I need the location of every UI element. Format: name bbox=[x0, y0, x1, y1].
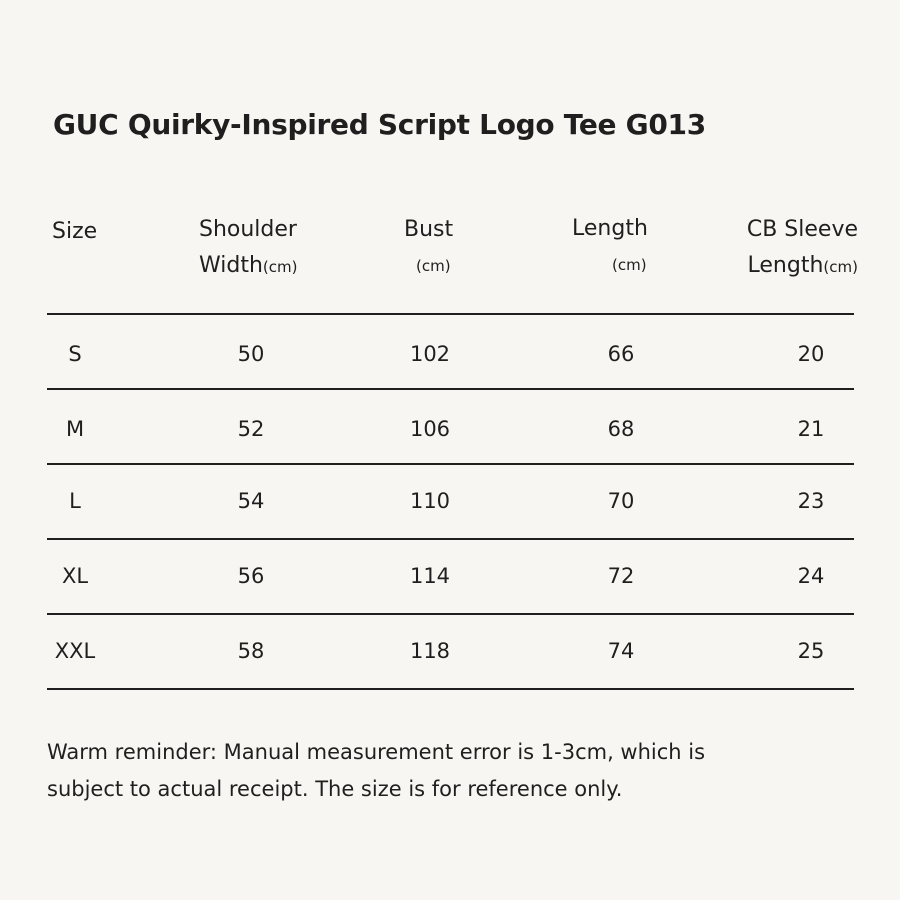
cell-cb-sleeve-length: 24 bbox=[797, 564, 825, 588]
cell-length: 68 bbox=[607, 417, 635, 441]
cell-cb-sleeve-length: 21 bbox=[797, 417, 825, 441]
note-line2: subject to actual receipt. The size is for reference only. bbox=[47, 777, 623, 801]
cell-length: 66 bbox=[607, 342, 635, 366]
cell-length: 70 bbox=[607, 489, 635, 513]
header-cb-sleeve-unit: (cm) bbox=[823, 258, 858, 276]
header-bust bbox=[404, 212, 453, 284]
cell-cb-sleeve-length: 20 bbox=[797, 342, 825, 366]
header-shoulder-line2: Width bbox=[199, 253, 263, 278]
cell-shoulder-width: 50 bbox=[237, 342, 265, 366]
header-length-unit: (cm) bbox=[612, 256, 647, 274]
header-shoulder-line1: Shoulder bbox=[199, 217, 297, 242]
table-row bbox=[0, 392, 900, 467]
header-bust-unit: (cm) bbox=[416, 257, 451, 275]
header-cb-sleeve-length bbox=[738, 212, 858, 285]
header-length bbox=[572, 211, 648, 283]
cell-bust: 106 bbox=[409, 417, 451, 441]
header-cb-sleeve-line2-wrap bbox=[738, 248, 858, 285]
cell-size: S bbox=[68, 342, 82, 366]
cell-length: 72 bbox=[607, 564, 635, 588]
cell-shoulder-width: 54 bbox=[237, 489, 265, 513]
cell-size: XXL bbox=[54, 639, 96, 663]
header-size-label: Size bbox=[52, 219, 98, 244]
header-shoulder-line2-wrap bbox=[199, 248, 298, 285]
cell-length: 74 bbox=[607, 639, 635, 663]
cell-cb-sleeve-length: 25 bbox=[797, 639, 825, 663]
cell-size: XL bbox=[61, 564, 89, 588]
cell-shoulder-width: 52 bbox=[237, 417, 265, 441]
cell-bust: 114 bbox=[409, 564, 451, 588]
header-cb-sleeve-line1: CB Sleeve bbox=[746, 217, 858, 242]
table-row bbox=[0, 614, 900, 689]
table-row bbox=[0, 539, 900, 614]
header-bust-label: Bust bbox=[404, 217, 454, 242]
table-divider bbox=[47, 313, 854, 315]
cell-shoulder-width: 56 bbox=[237, 564, 265, 588]
header-cb-sleeve-line2: Length bbox=[747, 253, 824, 278]
cell-size: M bbox=[65, 417, 85, 441]
table-row bbox=[0, 317, 900, 392]
cell-bust: 102 bbox=[409, 342, 451, 366]
table-divider bbox=[47, 688, 854, 690]
header-length-label: Length bbox=[572, 216, 648, 241]
cell-size: L bbox=[69, 489, 81, 513]
cell-bust: 110 bbox=[409, 489, 451, 513]
table-divider bbox=[47, 388, 854, 390]
table-header bbox=[0, 214, 900, 294]
table-row bbox=[0, 464, 900, 539]
cell-bust: 118 bbox=[409, 639, 451, 663]
cell-shoulder-width: 58 bbox=[237, 639, 265, 663]
measurement-note bbox=[47, 734, 847, 808]
header-size bbox=[52, 214, 97, 250]
header-shoulder-unit: (cm) bbox=[262, 258, 298, 276]
note-line1: Warm reminder: Manual measurement error is 1-3cm, which is bbox=[47, 740, 706, 764]
page-title: GUC Quirky-Inspired Script Logo Tee G013 bbox=[53, 108, 706, 141]
cell-cb-sleeve-length: 23 bbox=[797, 489, 825, 513]
header-shoulder-width bbox=[199, 212, 298, 285]
